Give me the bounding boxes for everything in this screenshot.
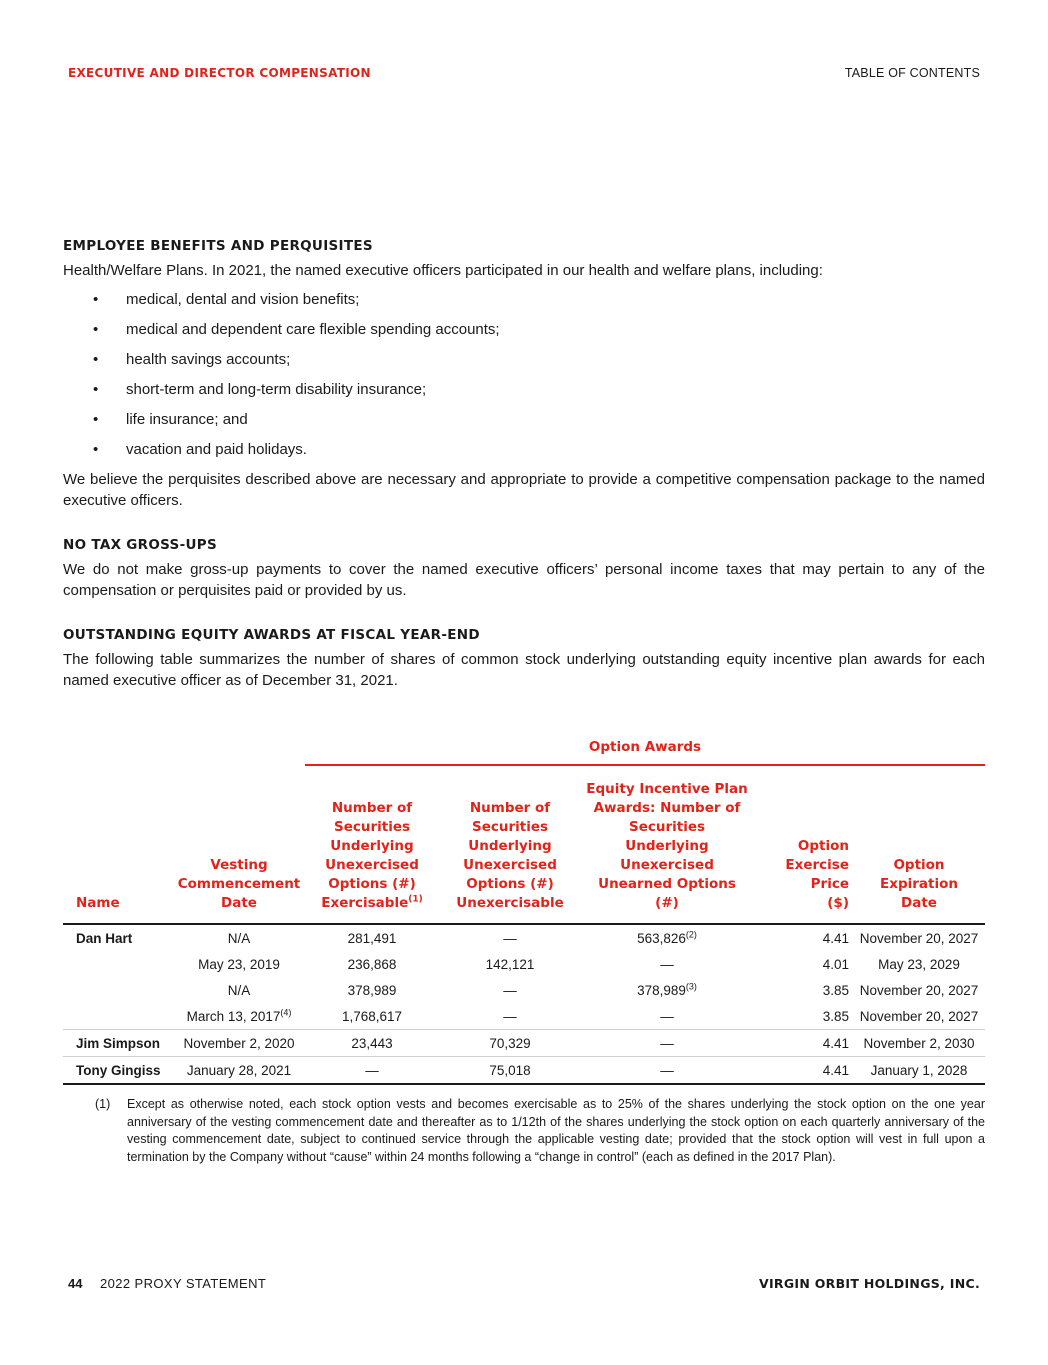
row-expiration: January 1, 2028 (853, 1057, 985, 1085)
row-unearned: 378,989$^{(3)}$ (637, 981, 697, 998)
row-name: Jim Simpson (63, 1030, 173, 1057)
bullet-icon: • (93, 321, 99, 338)
col-name: Name (63, 765, 173, 924)
row-vesting: March 13, 2017$^{(4)}$ (186, 1007, 292, 1024)
row-expiration: May 23, 2029 (878, 956, 960, 972)
body-content (63, 238, 985, 691)
list-item (63, 349, 985, 379)
group-header-row (63, 738, 985, 765)
column-header-row (63, 765, 985, 924)
bullet-icon: • (93, 291, 99, 308)
row-unexercisable: — (503, 1008, 517, 1024)
footnote-number: (1) (95, 1097, 111, 1111)
row-name (63, 951, 173, 977)
list-item (63, 409, 985, 439)
footnote-ref: (1) (408, 894, 423, 905)
row-vesting: January 28, 2021 (173, 1057, 305, 1085)
table-of-contents-link[interactable]: TABLE OF CONTENTS (844, 66, 980, 80)
row-vesting: N/A (227, 982, 251, 998)
list-item (63, 379, 985, 409)
row-unexercisable: 70,329 (439, 1030, 581, 1057)
footnote (95, 1096, 985, 1166)
row-unearned: — (660, 1008, 674, 1024)
row-vesting: November 2, 2020 (173, 1030, 305, 1057)
list-item (63, 319, 985, 349)
equity-body: The following table summarizes the number of shares of common stock underlying outstanding equity incentive plan awards for each named executive officer as of December 31, 2021. (63, 651, 985, 689)
row-exercisable: — (305, 1057, 439, 1085)
table-row (63, 977, 985, 1003)
row-price: 3.85 (822, 982, 849, 998)
row-exercisable: 378,989 (347, 982, 397, 998)
list-item-text: short-term and long-term disability insurance; (126, 381, 427, 398)
bullet-icon: • (93, 351, 99, 368)
row-unexercisable: — (503, 930, 517, 946)
benefits-list (63, 289, 985, 469)
bullet-icon: • (93, 441, 99, 458)
row-vesting: N/A (227, 930, 251, 946)
benefits-intro: Health/Welfare Plans. In 2021, the named executive officers participated in our health and welfare plans, including: (63, 262, 823, 279)
row-price: 4.41 (822, 930, 849, 946)
col-unearned: Equity Incentive Plan Awards: Number of Securities Underlying Unexercised Unearned Options (#) (581, 765, 753, 924)
row-expiration: November 20, 2027 (859, 1008, 979, 1024)
document-label: 2022 PROXY STATEMENT (100, 1276, 267, 1291)
row-unearned: 563,826$^{(2)}$ (637, 929, 697, 946)
row-unearned: — (581, 1030, 753, 1057)
option-awards-header: Option Awards (305, 738, 985, 765)
col-unexercisable: Number of Securities Underlying Unexercised Options (#) Unexercisable (439, 765, 581, 924)
row-exercisable: 1,768,617 (341, 1008, 403, 1024)
equity-title: OUTSTANDING EQUITY AWARDS AT FISCAL YEAR-END (63, 627, 480, 643)
bullet-icon: • (93, 381, 99, 398)
company-name: VIRGIN ORBIT HOLDINGS, INC. (758, 1276, 980, 1291)
row-name (63, 1003, 173, 1030)
benefits-closing: We believe the perquisites described above are necessary and appropriate to provide a competitive compensation package to the named executive officers. (63, 471, 985, 509)
row-expiration: November 20, 2027 (859, 930, 979, 946)
row-exercisable: 281,491 (347, 930, 397, 946)
equity-awards-table (63, 738, 985, 1085)
list-item-text: health savings accounts; (126, 351, 291, 368)
col-exercise-price: Option Exercise Price ($) (753, 765, 853, 924)
gross-ups-body: We do not make gross-up payments to cover the named executive officers’ personal income taxes that may pertain to any of the compensation or perquisites paid or provided by us. (63, 561, 985, 599)
list-item-text: life insurance; and (126, 411, 248, 428)
list-item-text: medical, dental and vision benefits; (126, 291, 360, 308)
row-unearned: — (660, 956, 674, 972)
table-row (63, 951, 985, 977)
row-name (63, 977, 173, 1003)
table-row (63, 1030, 985, 1057)
footnote-text: Except as otherwise noted, each stock option vests and becomes exercisable as to 25% of the shares underlying the stock option on the one year anniversary of the vesting commencement date and thereafter as to 1/12th of the shares underlying the stock option on each quarterly anniversary of the vesting commencement date, subject to continued service through the applicable vesting date; provided that the stock option will vest in full upon a termination by the Company without “cause” within 24 months following a “change in control” (each as defined in the 2017 Plan). (127, 1097, 985, 1164)
row-unearned: — (581, 1057, 753, 1085)
list-item (63, 289, 985, 319)
page-number: 44 (68, 1276, 83, 1291)
row-expiration: November 20, 2027 (859, 982, 979, 998)
table-row (63, 1057, 985, 1085)
list-item-text: medical and dependent care flexible spending accounts; (126, 321, 500, 338)
gross-ups-title: NO TAX GROSS-UPS (63, 537, 217, 553)
row-exercisable: 236,868 (347, 956, 397, 972)
row-unexercisable: 142,121 (485, 956, 535, 972)
list-item (63, 439, 985, 469)
row-expiration: November 2, 2030 (853, 1030, 985, 1057)
list-item-text: vacation and paid holidays. (126, 441, 307, 458)
row-unexercisable: — (503, 982, 517, 998)
row-unexercisable: 75,018 (439, 1057, 581, 1085)
col-exercisable: Number of Securities Underlying Unexercised Options (#) Exercisable$^{(1)}$ (305, 765, 439, 924)
row-price: 3.85 (822, 1008, 849, 1024)
row-price: 4.01 (822, 956, 849, 972)
col-expiration-date: Option Expiration Date (853, 765, 985, 924)
benefits-title: EMPLOYEE BENEFITS AND PERQUISITES (63, 238, 373, 254)
row-vesting: May 23, 2019 (198, 956, 280, 972)
row-price: 4.41 (753, 1030, 853, 1057)
table-row (63, 924, 985, 951)
row-exercisable: 23,443 (305, 1030, 439, 1057)
row-price: 4.41 (753, 1057, 853, 1085)
table-row (63, 1003, 985, 1030)
section-header: EXECUTIVE AND DIRECTOR COMPENSATION (68, 66, 371, 80)
row-name: Tony Gingiss (63, 1057, 173, 1085)
bullet-icon: • (93, 411, 99, 428)
row-name: Dan Hart (76, 930, 133, 946)
col-vesting-date: Vesting Commencement Date (173, 765, 305, 924)
